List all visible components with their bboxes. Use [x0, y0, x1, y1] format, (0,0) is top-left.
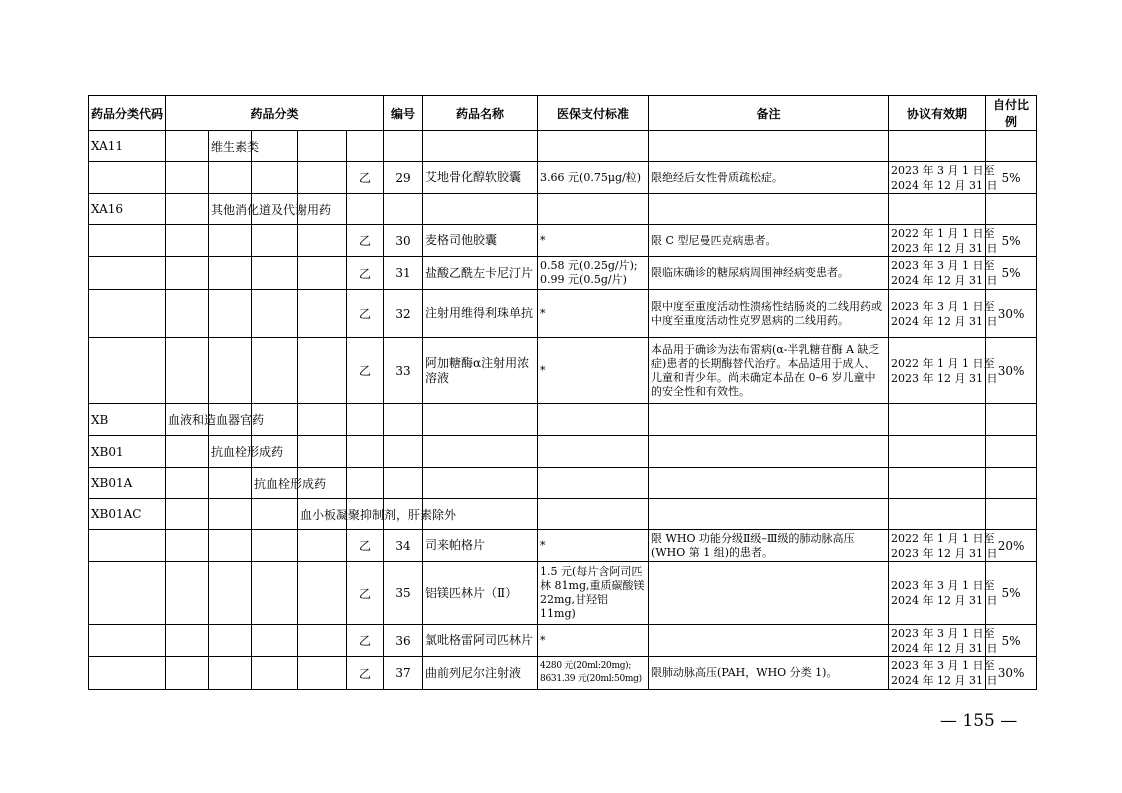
empty-cell — [986, 131, 1037, 162]
category-code: XA16 — [89, 194, 166, 225]
drug-row — [89, 225, 1037, 257]
category-label: 抗血栓形成药 — [209, 436, 252, 468]
drug-name: 注射用维得利珠单抗 — [423, 290, 538, 338]
empty-cell — [166, 290, 209, 338]
header-note: 备注 — [649, 96, 889, 131]
drug-note: 限 C 型尼曼匹克病患者。 — [649, 225, 889, 257]
drug-grade: 乙 — [347, 290, 384, 338]
empty-cell — [889, 499, 986, 530]
empty-cell — [298, 404, 347, 436]
empty-cell — [423, 131, 538, 162]
page-number: — 155 — — [940, 711, 1018, 731]
drug-number: 36 — [384, 625, 423, 657]
drug-number: 29 — [384, 162, 423, 194]
drug-grade: 乙 — [347, 338, 384, 404]
category-label: 抗血栓形成药 — [252, 468, 298, 499]
payment-standard: * — [538, 290, 649, 338]
self-pay-ratio: 5% — [986, 162, 1037, 194]
empty-cell — [252, 338, 298, 404]
period-start: 2023 年 3 月 1 日至 — [891, 299, 995, 313]
empty-cell — [166, 468, 209, 499]
category-code: XB01 — [89, 436, 166, 468]
payment-standard: * — [538, 625, 649, 657]
empty-cell — [538, 499, 649, 530]
drug-note: 限肺动脉高压(PAH，WHO 分类 1)。 — [649, 657, 889, 690]
empty-cell — [889, 131, 986, 162]
empty-cell — [889, 468, 986, 499]
empty-cell — [384, 404, 423, 436]
payment-standard: * — [538, 530, 649, 562]
drug-number: 30 — [384, 225, 423, 257]
empty-cell — [538, 468, 649, 499]
empty-cell — [298, 290, 347, 338]
payment-standard: 0.58 元(0.25g/片); 0.99 元(0.5g/片) — [538, 257, 649, 290]
period-start: 2023 年 3 月 1 日至 — [891, 163, 995, 177]
category-label: 血液和造血器官药 — [166, 404, 209, 436]
empty-cell — [347, 131, 384, 162]
empty-cell — [209, 257, 252, 290]
drug-grade: 乙 — [347, 657, 384, 690]
drug-grade: 乙 — [347, 530, 384, 562]
empty-cell — [166, 338, 209, 404]
empty-cell — [423, 436, 538, 468]
empty-cell — [166, 657, 209, 690]
drug-name: 氯吡格雷阿司匹林片 — [423, 625, 538, 657]
empty-cell — [89, 530, 166, 562]
empty-cell — [252, 290, 298, 338]
self-pay-ratio: 5% — [986, 562, 1037, 625]
empty-cell — [986, 468, 1037, 499]
empty-cell — [889, 436, 986, 468]
header-payment: 医保支付标准 — [538, 96, 649, 131]
empty-cell — [384, 194, 423, 225]
drug-grade: 乙 — [347, 257, 384, 290]
self-pay-ratio: 30% — [986, 338, 1037, 404]
table-header-row — [89, 96, 1037, 131]
empty-cell — [166, 257, 209, 290]
empty-cell — [649, 499, 889, 530]
empty-cell — [384, 436, 423, 468]
period-end: 2023 年 12 月 31 日 — [891, 371, 998, 385]
period-start: 2022 年 1 月 1 日至 — [891, 356, 995, 370]
empty-cell — [298, 562, 347, 625]
empty-cell — [209, 625, 252, 657]
drug-name: 盐酸乙酰左卡尼汀片 — [423, 257, 538, 290]
drug-grade: 乙 — [347, 225, 384, 257]
empty-cell — [538, 404, 649, 436]
empty-cell — [986, 404, 1037, 436]
drug-number: 37 — [384, 657, 423, 690]
empty-cell — [252, 225, 298, 257]
empty-cell — [89, 338, 166, 404]
period-end: 2024 年 12 月 31 日 — [891, 314, 998, 328]
drug-row — [89, 562, 1037, 625]
period-start: 2022 年 1 月 1 日至 — [891, 531, 995, 545]
drug-name: 麦格司他胶囊 — [423, 225, 538, 257]
empty-cell — [649, 404, 889, 436]
category-row — [89, 194, 1037, 225]
drug-number: 33 — [384, 338, 423, 404]
drug-name: 艾地骨化醇软胶囊 — [423, 162, 538, 194]
period-end: 2023 年 12 月 31 日 — [891, 241, 998, 255]
empty-cell — [986, 499, 1037, 530]
empty-cell — [298, 131, 347, 162]
agreement-period — [889, 657, 998, 690]
drug-row — [89, 657, 1037, 690]
empty-cell — [538, 194, 649, 225]
empty-cell — [347, 468, 384, 499]
agreement-period — [889, 530, 998, 562]
category-label: 维生素类 — [209, 131, 252, 162]
empty-cell — [649, 468, 889, 499]
empty-cell — [538, 436, 649, 468]
empty-cell — [423, 194, 538, 225]
empty-cell — [89, 225, 166, 257]
empty-cell — [209, 499, 252, 530]
empty-cell — [166, 225, 209, 257]
category-code: XB — [89, 404, 166, 436]
category-label: 血小板凝聚抑制剂，肝素除外 — [298, 499, 347, 530]
category-code: XA11 — [89, 131, 166, 162]
empty-cell — [89, 562, 166, 625]
payment-standard: * — [538, 225, 649, 257]
agreement-period — [889, 225, 998, 257]
header-name: 药品名称 — [423, 96, 538, 131]
empty-cell — [89, 257, 166, 290]
self-pay-ratio: 30% — [986, 290, 1037, 338]
drug-number: 32 — [384, 290, 423, 338]
empty-cell — [209, 162, 252, 194]
period-start: 2023 年 3 月 1 日至 — [891, 626, 995, 640]
payment-standard: 3.66 元(0.75μg/粒) — [538, 162, 649, 194]
empty-cell — [252, 499, 298, 530]
empty-cell — [298, 530, 347, 562]
empty-cell — [298, 625, 347, 657]
empty-cell — [166, 131, 209, 162]
drug-row — [89, 290, 1037, 338]
category-row — [89, 436, 1037, 468]
drug-name: 阿加糖酶α注射用浓溶液 — [423, 338, 538, 404]
empty-cell — [166, 162, 209, 194]
empty-cell — [347, 404, 384, 436]
period-start: 2023 年 3 月 1 日至 — [891, 579, 995, 592]
period-start: 2023 年 3 月 1 日至 — [891, 259, 995, 272]
empty-cell — [538, 131, 649, 162]
agreement-period — [889, 338, 998, 404]
payment-standard: * — [538, 338, 649, 404]
empty-cell — [423, 404, 538, 436]
empty-cell — [384, 131, 423, 162]
self-pay-ratio: 5% — [986, 257, 1037, 290]
period-end: 2024 年 12 月 31 日 — [891, 674, 998, 687]
drug-note: 限 WHO 功能分级Ⅱ级–Ⅲ级的肺动脉高压(WHO 第 1 组)的患者。 — [649, 530, 889, 562]
empty-cell — [209, 530, 252, 562]
empty-cell — [347, 436, 384, 468]
empty-cell — [298, 225, 347, 257]
empty-cell — [252, 257, 298, 290]
payment-standard: 1.5 元(每片含阿司匹林 81mg,重质碳酸镁 22mg,甘羟铝 11mg) — [538, 562, 649, 625]
drug-note — [649, 625, 889, 657]
agreement-period — [889, 562, 998, 625]
header-number: 编号 — [384, 96, 423, 131]
empty-cell — [298, 657, 347, 690]
empty-cell — [209, 225, 252, 257]
empty-cell — [89, 162, 166, 194]
header-category: 药品分类 — [166, 96, 384, 131]
payment-standard: 4280 元(20ml:20mg); 8631.39 元(20ml:50mg) — [538, 657, 649, 690]
empty-cell — [298, 436, 347, 468]
empty-cell — [347, 194, 384, 225]
agreement-period — [889, 257, 998, 290]
drug-note: 限绝经后女性骨质疏松症。 — [649, 162, 889, 194]
period-end: 2024 年 12 月 31 日 — [891, 178, 998, 192]
empty-cell — [889, 404, 986, 436]
empty-cell — [986, 436, 1037, 468]
self-pay-ratio: 30% — [986, 657, 1037, 690]
empty-cell — [89, 657, 166, 690]
empty-cell — [298, 338, 347, 404]
drug-number: 34 — [384, 530, 423, 562]
drug-row — [89, 162, 1037, 194]
empty-cell — [166, 625, 209, 657]
drug-name: 司来帕格片 — [423, 530, 538, 562]
empty-cell — [423, 468, 538, 499]
agreement-period — [889, 290, 998, 338]
empty-cell — [89, 625, 166, 657]
empty-cell — [209, 657, 252, 690]
empty-cell — [166, 530, 209, 562]
header-code: 药品分类代码 — [89, 96, 166, 131]
period-end: 2024 年 12 月 31 日 — [891, 594, 998, 607]
drug-name: 曲前列尼尔注射液 — [423, 657, 538, 690]
empty-cell — [298, 162, 347, 194]
empty-cell — [166, 562, 209, 625]
drug-grade: 乙 — [347, 562, 384, 625]
self-pay-ratio: 5% — [986, 625, 1037, 657]
drug-note: 本品用于确诊为法布雷病(α-半乳糖苷酶 A 缺乏症)患者的长期酶替代治疗。本品适用于成人、儿童和青少年。尚未确定本品在 0–6 岁儿童中的安全性和有效性。 — [649, 338, 889, 404]
empty-cell — [649, 194, 889, 225]
empty-cell — [384, 468, 423, 499]
table-body — [89, 131, 1037, 690]
self-pay-ratio: 20% — [986, 530, 1037, 562]
category-row — [89, 404, 1037, 436]
empty-cell — [252, 657, 298, 690]
empty-cell — [986, 194, 1037, 225]
empty-cell — [252, 530, 298, 562]
empty-cell — [252, 162, 298, 194]
drug-row — [89, 338, 1037, 404]
empty-cell — [89, 290, 166, 338]
empty-cell — [252, 562, 298, 625]
drug-list-table — [88, 95, 1037, 690]
drug-grade: 乙 — [347, 625, 384, 657]
drug-number: 35 — [384, 562, 423, 625]
empty-cell — [209, 562, 252, 625]
period-start: 2023 年 3 月 1 日至 — [891, 659, 995, 672]
header-period: 协议有效期 — [889, 96, 986, 131]
empty-cell — [252, 625, 298, 657]
category-row — [89, 131, 1037, 162]
drug-row — [89, 257, 1037, 290]
category-label: 其他消化道及代谢用药 — [209, 194, 252, 225]
self-pay-ratio: 5% — [986, 225, 1037, 257]
empty-cell — [209, 468, 252, 499]
drug-note: 限临床确诊的糖尿病周围神经病变患者。 — [649, 257, 889, 290]
drug-note: 限中度至重度活动性溃疡性结肠炎的二线用药或中度至重度活动性克罗恩病的二线用药。 — [649, 290, 889, 338]
agreement-period — [889, 625, 998, 657]
empty-cell — [298, 257, 347, 290]
period-end: 2024 年 12 月 31 日 — [891, 274, 998, 287]
empty-cell — [649, 436, 889, 468]
agreement-period — [889, 162, 998, 194]
empty-cell — [889, 194, 986, 225]
drug-note — [649, 562, 889, 625]
empty-cell — [209, 338, 252, 404]
category-row — [89, 468, 1037, 499]
header-ratio: 自付比例 — [986, 96, 1037, 131]
drug-row — [89, 625, 1037, 657]
empty-cell — [209, 290, 252, 338]
drug-grade: 乙 — [347, 162, 384, 194]
period-end: 2023 年 12 月 31 日 — [891, 546, 998, 560]
drug-row — [89, 530, 1037, 562]
empty-cell — [166, 436, 209, 468]
category-code: XB01AC — [89, 499, 166, 530]
period-start: 2022 年 1 月 1 日至 — [891, 226, 995, 240]
empty-cell — [166, 194, 209, 225]
category-code: XB01A — [89, 468, 166, 499]
empty-cell — [649, 131, 889, 162]
category-row — [89, 499, 1037, 530]
period-end: 2024 年 12 月 31 日 — [891, 641, 998, 655]
drug-name: 铝镁匹林片（Ⅱ） — [423, 562, 538, 625]
empty-cell — [166, 499, 209, 530]
drug-number: 31 — [384, 257, 423, 290]
